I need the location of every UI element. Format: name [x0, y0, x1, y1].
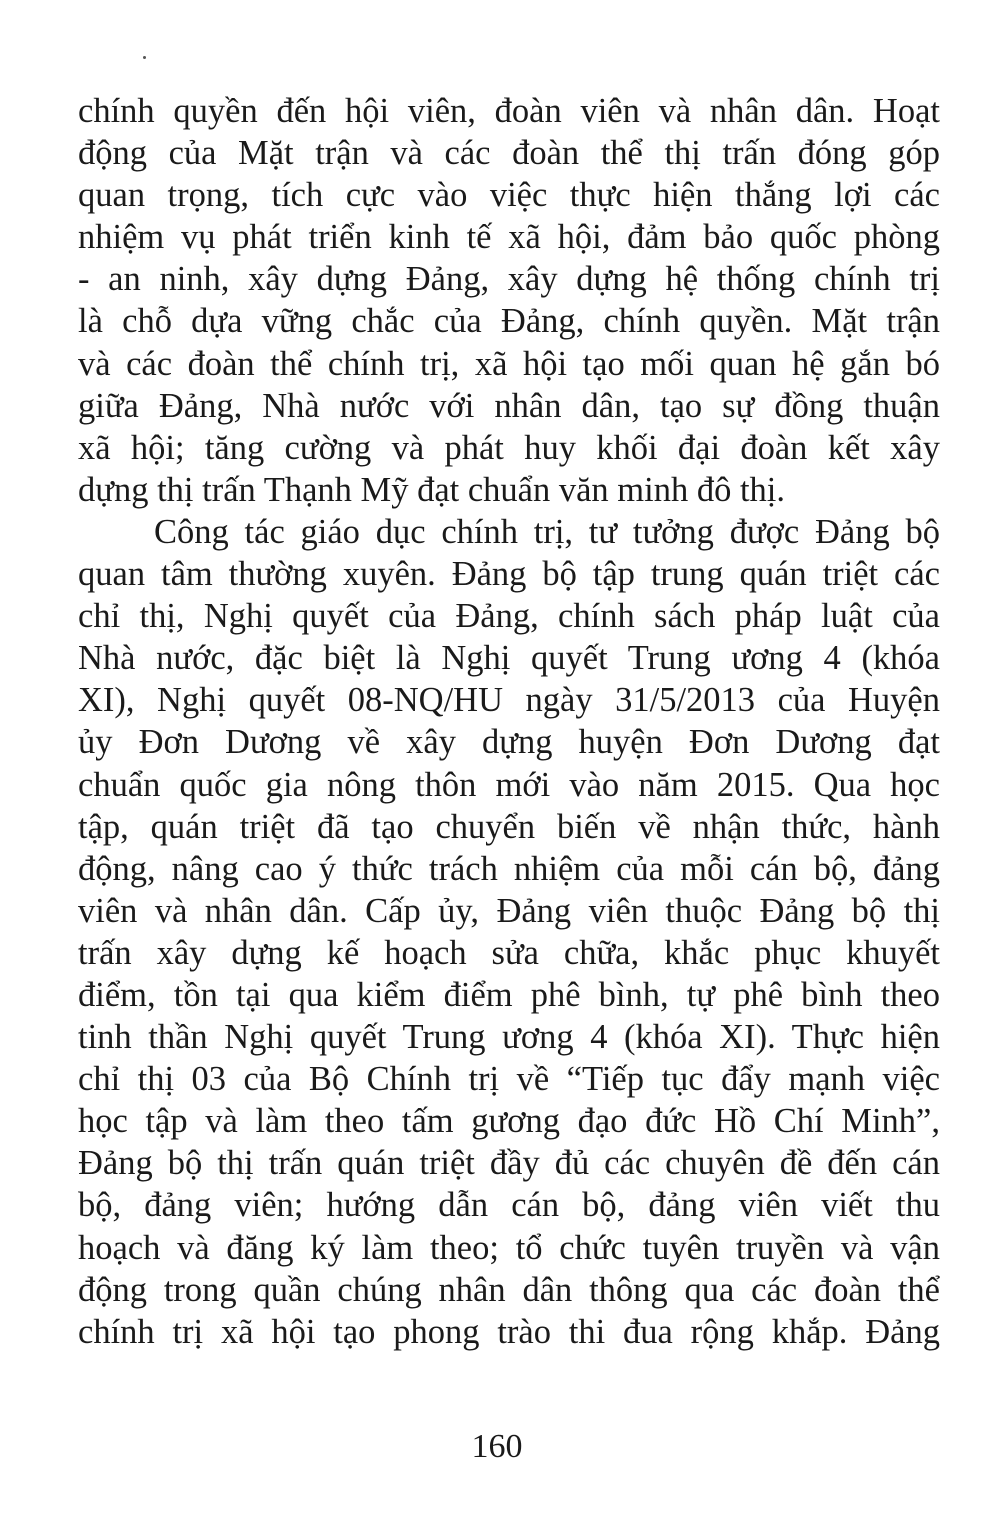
text-line: chỉ thị 03 của Bộ Chính trị về “Tiếp tục đẩy mạnh việc — [78, 1060, 940, 1099]
text-line: xã hội; tăng cường và phát huy khối đại đoàn kết xây — [78, 428, 940, 467]
page-number: 160 — [471, 1428, 523, 1465]
paragraph-first-line: Công tác giáo dục chính trị, tư tưởng được Đảng bộ — [154, 512, 940, 551]
text-line: viên và nhân dân. Cấp ủy, Đảng viên thuộc Đảng bộ thị — [78, 891, 940, 930]
text-line: hoạch và đăng ký làm theo; tổ chức tuyên truyền và vận — [78, 1228, 940, 1267]
text-line: giữa Đảng, Nhà nước với nhân dân, tạo sự đồng thuận — [78, 386, 940, 425]
text-line: chính quyền đến hội viên, đoàn viên và nhân dân. Hoạt — [78, 92, 940, 130]
text-line: tập, quán triệt đã tạo chuyển biến về nhận thức, hành — [78, 807, 940, 846]
text-line: động của Mặt trận và các đoàn thể thị trấn đóng góp — [78, 134, 940, 173]
text-line: nhiệm vụ phát triển kinh tế xã hội, đảm bảo quốc phòng — [78, 218, 940, 257]
text-line: Đảng bộ thị trấn quán triệt đầy đủ các chuyên đề đến cán — [78, 1144, 940, 1183]
text-line: - an ninh, xây dựng Đảng, xây dựng hệ thống chính trị — [78, 260, 940, 299]
text-line: quan tâm thường xuyên. Đảng bộ tập trung quán triệt các — [78, 555, 940, 594]
text-line: tinh thần Nghị quyết Trung ương 4 (khóa XI). Thực hiện — [78, 1018, 940, 1057]
text-line: chính trị xã hội tạo phong trào thi đua rộng khắp. Đảng — [78, 1312, 940, 1351]
scan-speck — [143, 56, 146, 59]
text-line: XI), Nghị quyết 08-NQ/HU ngày 31/5/2013 của Huyện — [78, 681, 940, 720]
text-line: quan trọng, tích cực vào việc thực hiện thắng lợi các — [78, 176, 940, 215]
text-line: bộ, đảng viên; hướng dẫn cán bộ, đảng viên viết thu — [78, 1186, 940, 1225]
text-line: chuẩn quốc gia nông thôn mới vào năm 2015. Qua học — [78, 765, 940, 804]
text-line: học tập và làm theo tấm gương đạo đức Hồ Chí Minh”, — [78, 1102, 940, 1141]
paragraph-end-line: dựng thị trấn Thạnh Mỹ đạt chuẩn văn minh đô thị. — [78, 470, 785, 509]
text-line: và các đoàn thể chính trị, xã hội tạo mối quan hệ gắn bó — [78, 344, 940, 383]
text-line: Nhà nước, đặc biệt là Nghị quyết Trung ương 4 (khóa — [78, 639, 940, 678]
body-text — [78, 90, 940, 1353]
text-line: là chỗ dựa vững chắc của Đảng, chính quyền. Mặt trận — [78, 302, 940, 341]
text-line: điểm, tồn tại qua kiểm điểm phê bình, tự phê bình theo — [78, 975, 940, 1014]
text-line: ủy Đơn Dương về xây dựng huyện Đơn Dương đạt — [78, 723, 940, 762]
text-line: động trong quần chúng nhân dân thông qua các đoàn thể — [78, 1270, 940, 1309]
text-line: trấn xây dựng kế hoạch sửa chữa, khắc phục khuyết — [78, 933, 940, 972]
text-line: động, nâng cao ý thức trách nhiệm của mỗi cán bộ, đảng — [78, 849, 940, 888]
text-line: chỉ thị, Nghị quyết của Đảng, chính sách pháp luật của — [78, 597, 940, 636]
